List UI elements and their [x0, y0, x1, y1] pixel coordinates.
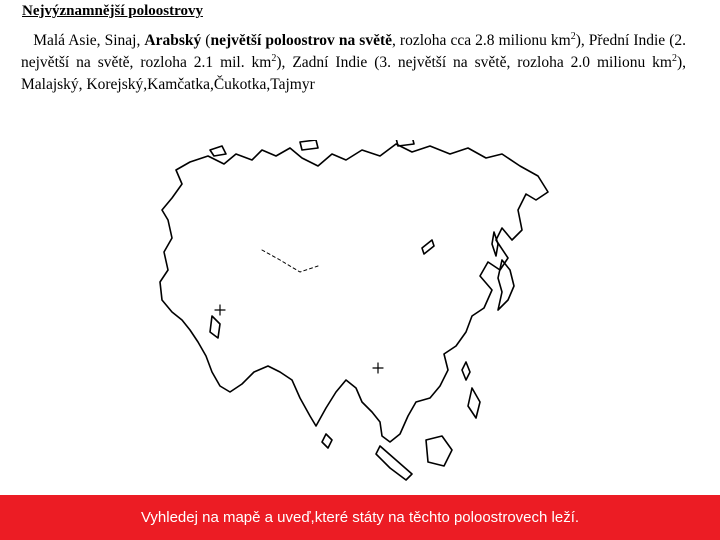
text-part: ), Malajský, Korejský,Kamčatka,Čukotka,Tajmyr: [21, 54, 686, 93]
star-marker-center: [373, 363, 383, 373]
lake-baikal: [422, 240, 434, 254]
text-part: ), Přední Indie (2. největší na světě, rozloha 2.1 mil. km: [21, 32, 687, 71]
sakhalin-island: [492, 232, 498, 256]
superscript: 2: [570, 30, 576, 42]
superscript: 2: [671, 52, 677, 64]
text-part: ), Zadní Indie (3. největší na světě, rozloha 2.0 milionu km: [276, 54, 672, 71]
text-bold-arabian: Arabský: [144, 32, 202, 49]
taiwan-island: [462, 362, 470, 380]
superscript: 2: [271, 52, 277, 64]
page-title: Nejvýznamnější poloostrovy: [22, 3, 203, 19]
footer-banner: [0, 495, 720, 540]
borneo-island: [426, 436, 452, 466]
footer-instruction: Vyhledej na mapě a uveď,které státy na těchto poloostrovech leží.: [140, 509, 580, 526]
arctic-island-2: [300, 140, 318, 150]
philippines-island: [468, 388, 480, 418]
japan-island: [498, 260, 514, 310]
star-marker-west: [215, 305, 225, 315]
sumatra-island: [376, 446, 412, 480]
caspian-sea: [210, 316, 220, 338]
text-part: , rozloha cca 2.8 milionu km: [392, 32, 571, 49]
peninsulas-text: [21, 30, 686, 96]
text-part: (: [201, 32, 211, 49]
sri-lanka-island: [322, 434, 332, 448]
arctic-island-1: [210, 146, 226, 156]
text-part: Malá Asie, Sinaj,: [33, 32, 145, 49]
text-bold-largest: největší poloostrov na světě: [210, 32, 392, 49]
asia-outline-map: [150, 140, 555, 495]
urals-boundary: [262, 250, 318, 272]
asia-mainland-outline: [160, 144, 548, 442]
